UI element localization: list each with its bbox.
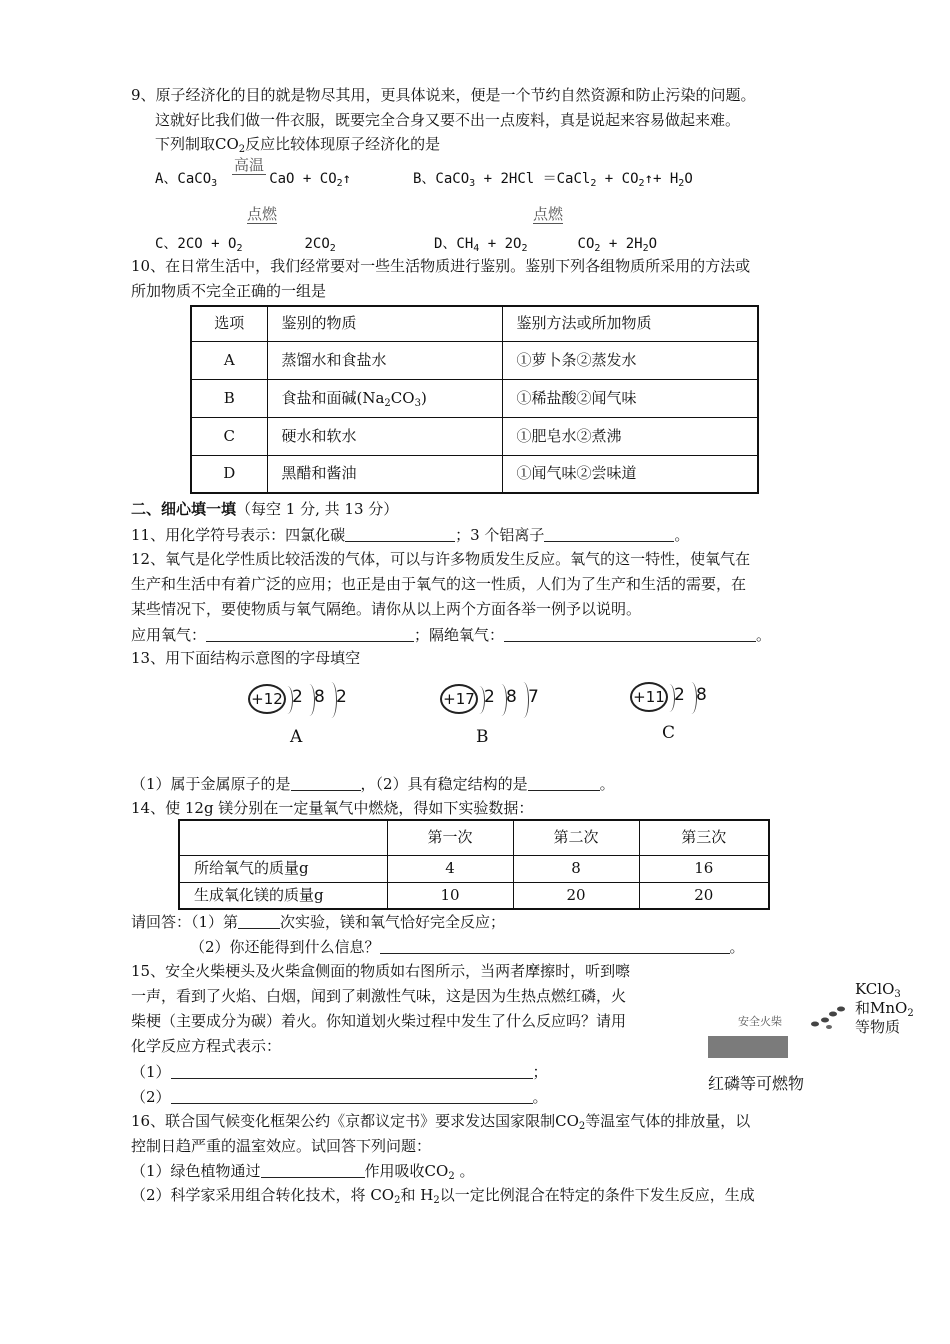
figure-label-mno2: 和MnO$_2$ [855, 999, 914, 1019]
q14-header-1: 第一次 [387, 820, 513, 855]
q14-cell: 8 [513, 855, 639, 882]
q15-answer-2: （2） 。 [131, 1088, 548, 1106]
q9-optD-condition: 点燃 [533, 205, 564, 223]
q14-cell: 20 [639, 882, 769, 909]
q10-cell: ①肥皂水②煮沸 [502, 417, 758, 455]
figure-label-red-phosphorus: 红磷等可燃物 [708, 1074, 805, 1093]
q12-line3: 某些情况下，要使物质与氧气隔绝。请你从以上两个方面各举一例予以说明。 [131, 600, 642, 618]
q9-line2: 这就好比我们做一件衣服，既要完全合身又要不出一点废料，真是说起来容易做起来难。 [155, 111, 741, 129]
shell-electrons: 2 [484, 687, 495, 707]
nucleus: +17 [440, 684, 478, 714]
q12-blank-apply[interactable] [206, 627, 414, 642]
q10-cell: ①闻气味②尝味道 [502, 455, 758, 493]
q10-cell: D [191, 455, 267, 493]
q15-answer-1: （1） ； [131, 1063, 548, 1081]
q9-option-d: D、$CH_4 + 2O_2$ $CO_2 + 2H_2O$ [434, 236, 658, 254]
q13-blank-2[interactable] [528, 776, 600, 791]
q14-cell: 所给氧气的质量g [179, 855, 387, 882]
q10-cell: ①萝卜条②蒸发水 [502, 341, 758, 379]
q14-header-blank [179, 820, 387, 855]
nucleus: +11 [630, 682, 668, 712]
q9-line1: 9、原子经济化的目的就是物尽其用，更具体说来，便是一个节约自然资源和防止污染的问题。 [131, 86, 756, 104]
table-row [179, 855, 769, 882]
q10-cell: A [191, 341, 267, 379]
q10-cell: 食盐和面碱$(Na_2CO_3)$ [267, 379, 502, 417]
q11-blank-1[interactable] [345, 527, 455, 542]
q10-cell: ①稀盐酸②闻气味 [502, 379, 758, 417]
q14-header-2: 第二次 [513, 820, 639, 855]
q10-cell: 硬水和软水 [267, 417, 502, 455]
q9-option-c: C、$2CO + O_2$ $2CO_2$ [155, 236, 336, 254]
q15-blank-1[interactable] [171, 1064, 533, 1079]
q16-line2: 控制日趋严重的温室效应。试回答下列问题： [131, 1137, 432, 1155]
shell-electrons: 2 [292, 687, 303, 707]
q10-line2: 所加物质不完全正确的一组是 [131, 282, 327, 300]
q14-cell: 16 [639, 855, 769, 882]
shell-electrons: 7 [528, 687, 539, 707]
atom-label: C [662, 723, 676, 743]
striking-strip [708, 1036, 788, 1058]
atom-structure-b [440, 684, 550, 747]
q14-cell: 生成氧化镁的质量g [179, 882, 387, 909]
q15-blank-2[interactable] [171, 1089, 533, 1104]
q14-answer-1: 请回答：（1）第 次实验，镁和氧气恰好完全反应； [131, 913, 506, 931]
q14-header-3: 第三次 [639, 820, 769, 855]
q9-optC-condition: 点燃 [247, 205, 278, 223]
q10-cell: B [191, 379, 267, 417]
q15-line4: 化学反应方程式表示： [131, 1037, 282, 1055]
q16-answer-1: （1）绿色植物通过 作用吸收$CO_2$ 。 [131, 1162, 475, 1182]
q10-cell: C [191, 417, 267, 455]
q13-answers: （1）属于金属原子的是 ，（2）具有稳定结构的是 。 [131, 775, 615, 793]
shell-electrons: 2 [336, 687, 347, 707]
q15-line3: 柴梗（主要成分为碳）着火。你知道划火柴过程中发生了什么反应吗？请用 [131, 1012, 627, 1030]
q9-option-a: A、CaCO$_3$ CaO + $CO_2↑$ [155, 171, 352, 189]
q14-blank-1[interactable] [238, 914, 280, 929]
q16-blank-1[interactable] [261, 1163, 365, 1178]
q10-cell: 黑醋和酱油 [267, 455, 502, 493]
q14-cell: 10 [387, 882, 513, 909]
matchbox-label: 安全火柴 [738, 1016, 782, 1028]
q9-optA-condition: 高温 [233, 156, 264, 174]
q12-line1: 12、氧气是化学性质比较活泼的气体，可以与许多物质发生反应。氧气的这一特性，使氧气在 [131, 550, 751, 568]
q14-cell: 20 [513, 882, 639, 909]
q14-cell: 4 [387, 855, 513, 882]
table-row [179, 882, 769, 909]
q10-header-substances: 鉴别的物质 [267, 306, 502, 341]
table-row [191, 341, 758, 379]
q10-header-option: 选项 [191, 306, 267, 341]
shell-electrons: 8 [506, 687, 517, 707]
q11: 11、用化学符号表示：四氯化碳 ；3 个铝离子 。 [131, 526, 690, 544]
q15-line1: 15、安全火柴梗头及火柴盒侧面的物质如右图所示，当两者摩擦时，听到嚓 [131, 962, 631, 980]
q11-blank-2[interactable] [544, 527, 674, 542]
q12-blank-isolate[interactable] [504, 627, 756, 642]
q12-line2: 生产和生活中有着广泛的应用；也正是由于氧气的这一性质，人们为了生产和生活的需要，在 [131, 575, 747, 593]
table-row [191, 455, 758, 493]
q10-table [190, 305, 759, 494]
shell-electrons: 8 [314, 687, 325, 707]
q10-cell: 蒸馏水和食盐水 [267, 341, 502, 379]
q10-line1: 10、在日常生活中，我们经常要对一些生活物质进行鉴别。鉴别下列各组物质所采用的方法或 [131, 257, 751, 275]
match-heads-icon [805, 1000, 855, 1034]
q14-title: 14、使 12g 镁分别在一定量氧气中燃烧，得如下实验数据： [131, 799, 534, 817]
q15-line2: 一声，看到了火焰、白烟，闻到了刺激性气味，这是因为生热点燃红磷，火 [131, 987, 627, 1005]
q16-line1: 16、联合国气候变化框架公约《京都议定书》要求发达国家限制$CO_2$等温室气体的排放量，以 [131, 1112, 751, 1132]
figure-label-kclo3: KClO$_3$ [855, 980, 901, 1000]
q14-answer-2: （2）你还能得到什么信息？ 。 [190, 938, 745, 956]
q12-line4: 应用氧气： ；隔绝氧气： 。 [131, 626, 772, 644]
q9-option-b: B、CaCO$_3$ + 2HCl ＝CaCl$_2$ + $CO_2↑+ H_2O$ [413, 171, 693, 189]
figure-label-substances: 等物质 [855, 1018, 901, 1036]
atom-structure-a [248, 684, 358, 747]
atom-label: B [476, 727, 489, 747]
q13-title: 13、用下面结构示意图的字母填空 [131, 649, 361, 667]
table-row [191, 379, 758, 417]
q9-line3: 下列制取$CO_2$反应比较体现原子经济化的是 [155, 135, 441, 155]
atom-structure-c [630, 682, 720, 742]
q13-blank-1[interactable] [291, 776, 361, 791]
nucleus: +12 [248, 684, 286, 714]
q14-blank-2[interactable] [380, 939, 730, 954]
shell-electrons: 2 [674, 685, 685, 705]
shell-electrons: 8 [696, 685, 707, 705]
q14-table [178, 819, 770, 910]
q10-header-method: 鉴别方法或所加物质 [502, 306, 758, 341]
atom-label: A [290, 727, 303, 747]
q16-answer-2: （2）科学家采用组合转化技术，将 $CO_2$和 $H_2$以一定比例混合在特定的条件下发生反应，生成 [131, 1186, 755, 1206]
section-heading: 二、细心填一填（每空 1 分, 共 13 分） [131, 500, 399, 518]
table-row [191, 417, 758, 455]
